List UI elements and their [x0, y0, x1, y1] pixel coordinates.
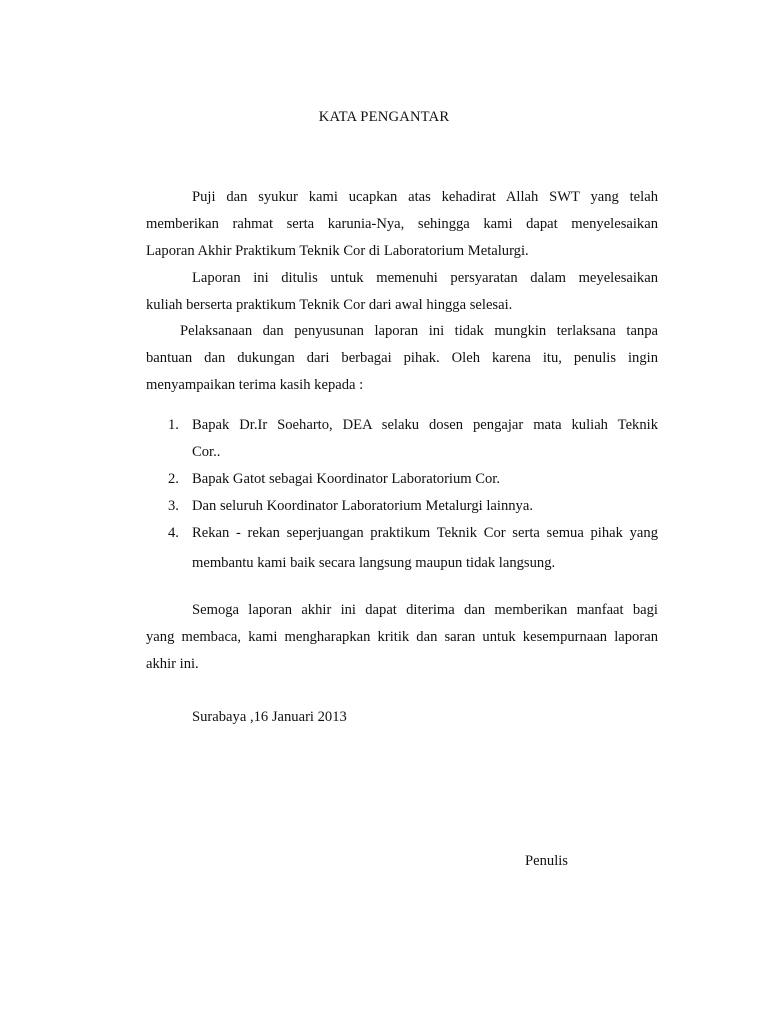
paragraph-purpose	[146, 265, 658, 319]
list-number: 2.	[168, 471, 179, 487]
paragraph-line: Semoga laporan akhir ini dapat diterima dan memberikan manfaat bagi	[192, 602, 658, 618]
list-item-line: Bapak Gatot sebagai Koordinator Laboratorium Cor.	[192, 471, 501, 487]
list-item	[146, 466, 658, 493]
list-item	[146, 493, 658, 520]
list-number: 3.	[168, 498, 179, 514]
paragraph-line: Pelaksanaan dan penyusunan laporan ini tidak mungkin terlaksana tanpa	[180, 323, 658, 339]
list-number: 1.	[168, 417, 179, 433]
paragraph-thanks-intro	[146, 318, 658, 399]
paragraph-line: yang membaca, kami mengharapkan kritik dan saran untuk kesempurnaan laporan	[146, 629, 658, 645]
paragraph-line: Laporan Akhir Praktikum Teknik Cor di Laboratorium Metalurgi.	[146, 243, 529, 259]
list-item-line: Rekan - rekan seperjuangan praktikum Teknik Cor serta semua pihak yang	[192, 525, 658, 541]
list-item	[146, 412, 658, 466]
thanks-list	[146, 412, 658, 577]
paragraph-line: memberikan rahmat serta karunia-Nya, sehingga kami dapat menyelesaikan	[146, 216, 658, 232]
paragraph-line: Laporan ini ditulis untuk memenuhi persyaratan dalam meyelesaikan	[192, 270, 658, 286]
paragraph-line: akhir ini.	[146, 656, 199, 672]
list-item-line: Dan seluruh Koordinator Laboratorium Metalurgi lainnya.	[192, 498, 533, 514]
paragraph-line: Puji dan syukur kami ucapkan atas kehadirat Allah SWT yang telah	[192, 189, 658, 205]
list-item-line: Cor..	[192, 444, 221, 460]
paragraph-line: bantuan dan dukungan dari berbagai pihak. Oleh karena itu, penulis ingin	[146, 350, 658, 366]
list-item-line: Bapak Dr.Ir Soeharto, DEA selaku dosen pengajar mata kuliah Teknik	[192, 417, 658, 433]
paragraph-line: menyampaikan terima kasih kepada :	[146, 377, 364, 393]
paragraph-closing	[146, 597, 658, 678]
list-item	[146, 520, 658, 577]
list-item-line: membantu kami baik secara langsung maupun tidak langsung.	[192, 555, 556, 571]
list-number: 4.	[168, 525, 179, 541]
place-date: Surabaya ,16 Januari 2013	[192, 709, 347, 725]
page-title: KATA PENGANTAR	[318, 109, 450, 125]
paragraph-line: kuliah berserta praktikum Teknik Cor dari awal hingga selesai.	[146, 297, 513, 313]
paragraph-opening	[146, 184, 658, 265]
author-signature-label: Penulis	[525, 853, 568, 869]
